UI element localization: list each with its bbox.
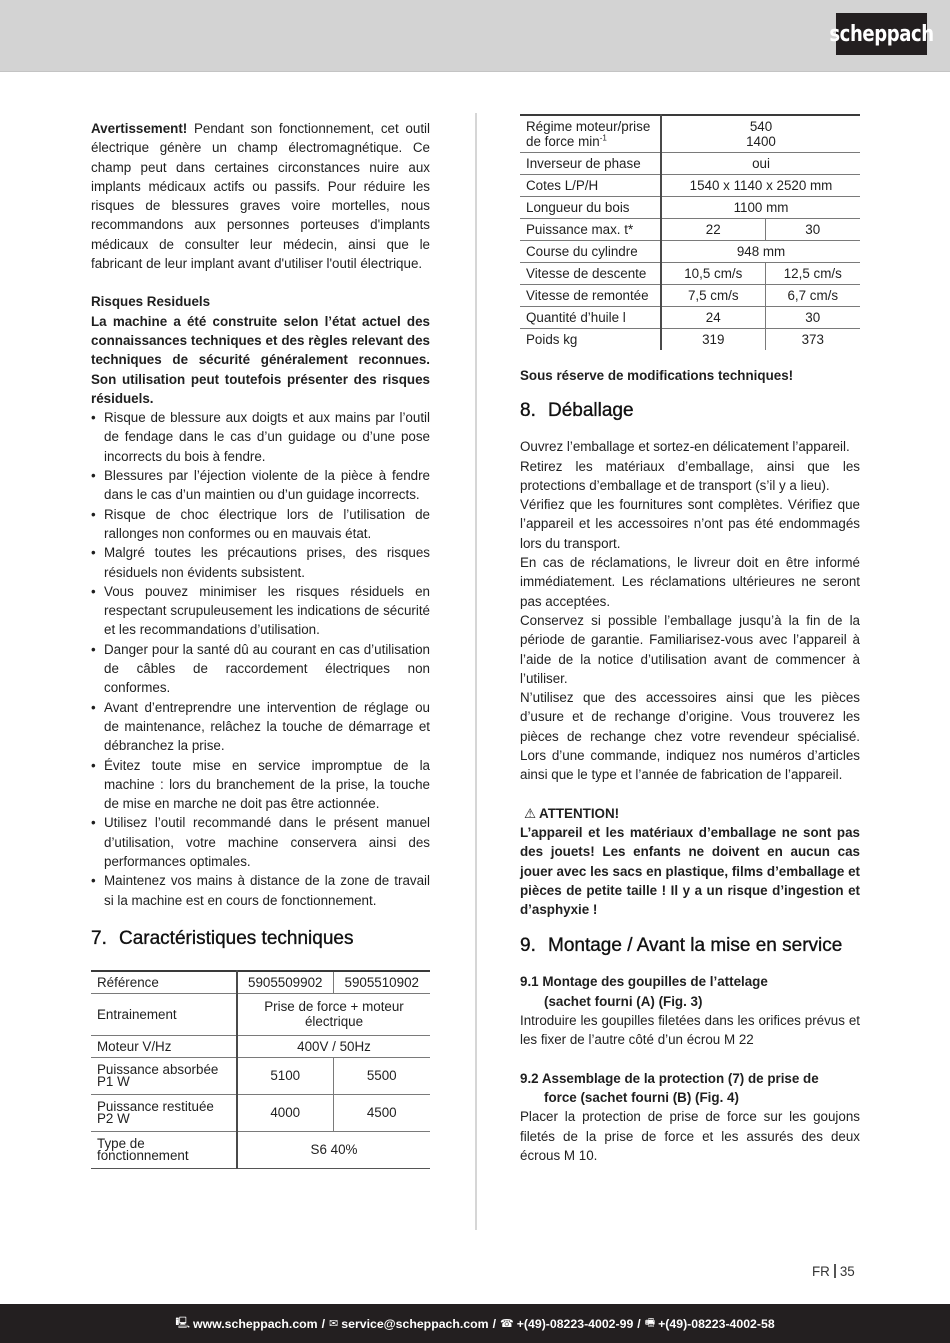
subsection-9-2-title: 9.2 Assemblage de la protection (7) de prise de force (sachet fourni (B) (Fig. 4) <box>520 1070 819 1105</box>
unpacking-paragraph: Conservez si possible l’emballage jusqu’à la fin de la période de garantie. Familiarisez-vous avec l’appareil à l’aide de la notice d’utilisation avant de commencer à l’utiliser. <box>520 612 860 686</box>
phone-number: +(49)-08223-4002-99 <box>516 1316 634 1331</box>
table-row: Régime moteur/prise de force $\min^{-1}$ 540 1400 <box>520 115 860 153</box>
warning-text: Pendant son fonctionnement, cet outil électrique génère un champ électromagnétique. Ce champ peut dans certaines circonstances nuire aux implants médicaux actifs ou passifs. Pour réduire les risques de blessures graves voire mortelles, nous recommandons aux personnes porteuses d'implants médicaux de consulter leur médecin, ainsi que le fabricant de leur implant avant d'utiliser l'outil électrique. <box>91 121 430 272</box>
left-column <box>91 119 430 1169</box>
table-row: Référence 5905509902 5905510902 <box>91 971 430 994</box>
column-divider <box>475 113 477 1230</box>
page-header <box>0 0 950 72</box>
section-8-heading: 8. Déballage <box>520 400 634 422</box>
list-item: • Avant d’entreprendre une intervention de réglage ou de maintenance, relâchez la touche de démarrage et débranchez la prise. <box>91 698 430 756</box>
unpacking-paragraph: Ouvrez l’emballage et sortez-en délicatement l’appareil. <box>520 439 850 455</box>
table-row: Vitesse de remontée 7,5 cm/s 6,7 cm/s <box>520 285 860 307</box>
table-row: Vitesse de descente 10,5 cm/s 12,5 cm/s <box>520 263 860 285</box>
table-row: Puissance absorbée P1 W 5100 5500 <box>91 1057 430 1094</box>
table-row: Entrainement Prise de force + moteur électrique <box>91 993 430 1035</box>
spec-table-right <box>520 114 860 350</box>
list-item: • Malgré toutes les précautions prises, des risques résiduels non évidents subsistent. <box>91 543 430 582</box>
unpacking-paragraph: En cas de réclamations, le livreur doit en être informé immédiatement. Les réclamations ultérieures ne seront pas acceptées. <box>520 555 860 609</box>
right-column <box>520 114 860 1165</box>
subsection-9-1-text: Introduire les goupilles filetées dans les orifices prévus et les fixer de l’autre côté d’un écrou M 22 <box>520 1013 860 1048</box>
emf-warning <box>91 119 430 273</box>
mail-icon: ✉ <box>329 1318 339 1330</box>
residual-risks-list <box>91 408 430 910</box>
fax-icon: 🖷 <box>644 1317 656 1329</box>
table-row: Quantité d’huile l 24 30 <box>520 307 860 329</box>
warning-triangle-icon: ⚠ <box>524 805 537 821</box>
subsection-9-2-text: Placer la protection de prise de force sur les goujons filetés de la prise de force et les assurés des deux écrous M 10. <box>520 1109 860 1163</box>
subsection-9-1-title: 9.1 Montage des goupilles de l’attelage (sachet fourni (A) (Fig. 3) <box>520 974 768 1009</box>
section-7-heading: 7. Caractéristiques techniques <box>91 927 354 949</box>
residual-risks-title: Risques Residuels <box>91 294 211 310</box>
table-row: Inverseur de phase oui <box>520 153 860 175</box>
list-item: • Évitez toute mise en service impromptue de la machine : lors du branchement de la prise, la touche de mise en marche ne doit pas être actionnée. <box>91 756 430 814</box>
table-row: Cotes L/P/H 1540 x 1140 x 2520 mm <box>520 175 860 197</box>
email-link[interactable]: service@scheppach.com <box>341 1316 489 1331</box>
list-item: • Maintenez vos mains à distance de la zone de travail si la machine est en cours de fonctionnement. <box>91 871 430 910</box>
attention-title: ⚠ ATTENTION! <box>524 805 620 821</box>
table-row: Type de fonctionnement S6 40% <box>91 1131 430 1168</box>
table-row: Longueur du bois 1100 mm <box>520 197 860 219</box>
list-item: • Utilisez l’outil recommandé dans le présent manuel d’utilisation, votre machine conservera ainsi des performances optimales. <box>91 813 430 871</box>
list-item: • Danger pour la santé dû au courant en cas d’utilisation de câbles de raccordement électriques non conformes. <box>91 640 430 698</box>
list-item: • Vous pouvez minimiser les risques résiduels en respectant scrupuleusement les indications de sécurité et les recommandations d’utilisation. <box>91 582 430 640</box>
page-footer: 🖳 www.scheppach.com / ✉ service@scheppach.com / ☎ +(49)-08223-4002-99 / 🖷 +(49)-08223-4002-58 <box>0 1304 950 1343</box>
spec-table-left <box>91 970 430 1169</box>
section-9-heading: 9. Montage / Avant la mise en service <box>520 935 843 957</box>
warning-lead: Avertissement! <box>91 121 188 136</box>
scheppach-logo: scheppach <box>836 13 927 55</box>
unpacking-paragraph: Vérifiez que les fournitures sont complètes. Vérifiez que l’appareil et les accessoires n’ont pas été endommagés lors du transport. <box>520 497 860 551</box>
website-link[interactable]: www.scheppach.com <box>193 1316 318 1331</box>
table-row: Moteur V/Hz 400V / 50Hz <box>91 1035 430 1057</box>
list-item: • Risque de blessure aux doigts et aux mains par l’outil de fendage dans le cas d’un guidage ou d’une pose incorrects du bois à fendre. <box>91 408 430 466</box>
table-row: Puissance max. t* 22 30 <box>520 219 860 241</box>
attention-text: L’appareil et les matériaux d’emballage ne sont pas des jouets! Les enfants ne doivent en aucun cas jouer avec les sacs en plastique, films d’emballage et pièces de petite taille ! Il y a un risque d’ingestion et d’asphyxie ! <box>520 824 860 918</box>
table-row: Course du cylindre 948 mm <box>520 241 860 263</box>
unpacking-paragraph: N’utilisez que des accessoires ainsi que les pièces d’usure et de rechange d’origine. Vous trouverez les pièces de rechange chez votre revendeur spécialisé. Lors d’une commande, indiquez nos numéros d’articles ainsi que le type et l’année de fabrication de l’appareil. <box>520 690 860 783</box>
reserve-note: Sous réserve de modifications techniques! <box>520 368 794 383</box>
list-item: • Blessures par l’éjection violente de la pièce à fendre dans le cas d’un maintien ou d’un guidage incorrects. <box>91 466 430 505</box>
table-row: Puissance restituée P2 W 4000 4500 <box>91 1094 430 1131</box>
table-row: Poids kg 319 373 <box>520 329 860 351</box>
fax-number: +(49)-08223-4002-58 <box>658 1316 775 1331</box>
phone-icon: ☎ <box>500 1318 514 1330</box>
computer-icon: 🖳 <box>175 1317 191 1329</box>
page-number: FR 35 <box>812 1264 855 1279</box>
unpacking-paragraph: Retirez les matériaux d’emballage, ainsi que les protections d’emballage et de transport (s’il y a lieu). <box>520 458 860 493</box>
residual-risks-intro: La machine a été construite selon l’état actuel des connaissances techniques et des règles relevant des techniques de sécurité généralement reconnues. Son utilisation peut toutefois présenter des risques résiduels. <box>91 313 430 406</box>
list-item: • Risque de choc électrique lors de l’utilisation de rallonges non conformes ou en mauvais état. <box>91 505 430 544</box>
